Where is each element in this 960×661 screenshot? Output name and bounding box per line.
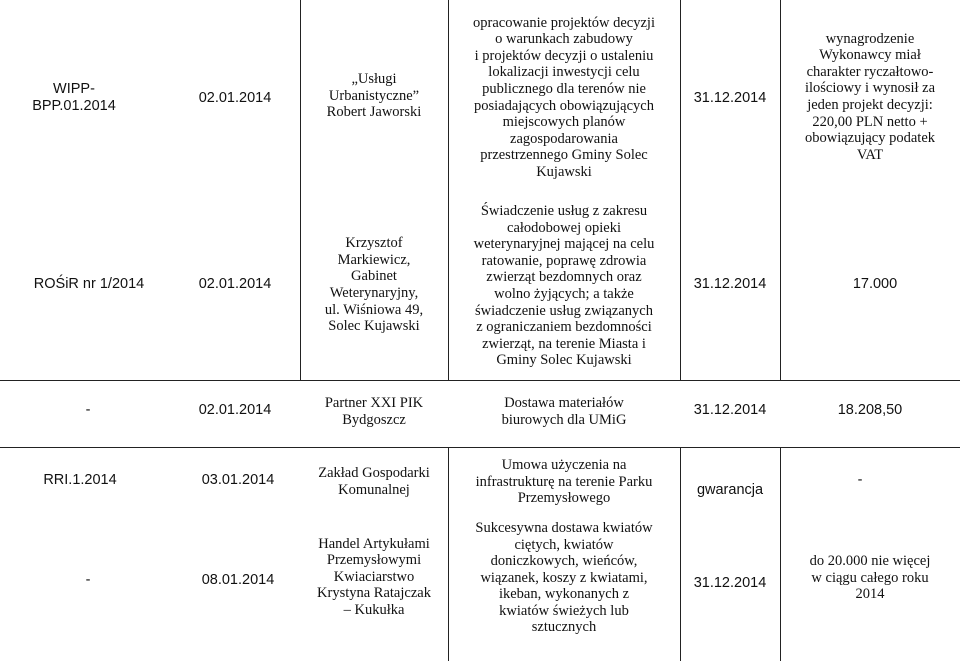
contractor [300,60,448,132]
subject-line: i projektów decyzji o ustaleniu [474,47,654,64]
subject-line: Świadczenie usług z zakresu [480,203,648,220]
subject-line: zwierząt bezdomnych oraz [486,269,642,286]
subject-line: miejscowych planów [502,114,626,131]
contract-value [780,550,960,606]
contract-date: 02.01.2014 [198,275,272,292]
subject-line: całodobowej opieki [507,219,621,236]
subject-line: wiązanek, koszy z kwiatami, [480,569,648,586]
subject-line: świadczenie usług związanych [475,302,653,319]
contract-number: ROŚiR nr 1/2014 [33,275,145,292]
contract-term: 31.12.2014 [693,89,767,106]
contract-term: 31.12.2014 [693,401,767,418]
subject-line: weterynaryjnej mającej na celu [473,236,655,253]
contractor-line: „Usługi [351,71,397,88]
contract-subject [448,512,680,644]
subject-line: sztucznych [531,619,597,636]
subject-line: biurowych dla UMiG [501,412,627,428]
subject-line: o warunkach zabudowy [495,31,633,48]
contractor-line: Markiewicz, [337,251,411,268]
subject-line: ciętych, kwiatów [514,536,614,553]
value-line: obowiązujący podatek [804,130,936,147]
subject-line: Umowa użyczenia na [501,457,627,474]
subject-line: wolno żyjących; a także [494,286,634,302]
column-divider [680,0,681,380]
contract-date: 02.01.2014 [198,89,272,106]
contract-subject [448,454,680,510]
contractor [300,532,448,622]
subject-line: zwierząt, na terenie Miasta i [482,335,646,352]
value-line: wynagrodzenie [825,30,915,47]
contractor-line: Partner XXI PIK [324,395,424,412]
value-line: Wykonawcy miał [819,47,921,64]
row-divider [0,380,960,381]
subject-line: ikeban, wykonanych z [498,586,630,603]
contractor-line: Kwiaciarstwo [333,568,415,585]
contract-subject [448,193,680,379]
subject-line: infrastrukturę na terenie Parku [475,473,653,490]
value-line: do 20.000 nie więcej [809,553,931,570]
contract-subject [448,392,680,432]
value-line: 220,00 PLN netto + [812,113,928,130]
subject-line: z ograniczaniem bezdomności [476,319,652,336]
contractor-line: Gabinet [351,268,397,285]
contract-subject [448,0,680,195]
contract-date: 02.01.2014 [198,401,272,418]
contractor-line: Zakład Gospodarki [318,465,430,482]
contract-term: 31.12.2014 [693,574,767,591]
contractor-line: Bydgoszcz [342,412,406,428]
contract-value: 17.000 [852,275,898,292]
subject-line: Sukcesywna dostawa kwiatów [475,519,653,536]
subject-line: Przemysłowego [517,490,611,507]
contract-number: WIPP-BPP.01.2014 [32,81,116,114]
value-line: w ciągu całego roku [811,569,929,586]
contract-number: RRI.1.2014 [43,471,117,488]
contractor-line: Komunalnej [338,482,410,498]
contract-date: 03.01.2014 [201,471,275,488]
subject-line: publicznego dla terenów nie [482,80,646,97]
value-line: jeden projekt decyzji: [807,97,933,113]
contractor-line: Krystyna Ratajczak [317,585,431,602]
contract-number: - [85,401,91,418]
contract-value: - [857,471,863,488]
contract-number: - [85,571,91,588]
subject-line: Dostawa materiałów [504,395,624,412]
value-line: ilościowy i wynosił za [804,80,936,97]
contractor-line: Solec Kujawski [328,318,420,335]
contractor [300,226,448,344]
contractor [300,392,448,432]
value-line: 2014 [855,586,885,603]
contractor-line: Krzysztof [345,235,403,252]
subject-line: przestrzennego Gminy Solec [480,147,648,164]
subject-line: Kujawski [536,163,592,180]
contract-value: 18.208,50 [837,401,903,418]
subject-line: kwiatów świeżych lub [499,602,629,619]
contractor-line: ul. Wiśniowa 49, [324,301,424,318]
row-divider [0,447,960,448]
subject-line: Gminy Solec Kujawski [496,352,632,369]
value-line: charakter ryczałtowo- [806,63,934,80]
subject-line: posiadających obowiązujących [474,97,654,114]
contractor-line: Robert Jaworski [326,104,422,121]
subject-line: doniczkowych, wieńców, [490,553,638,570]
subject-line: ratowanie, poprawę zdrowia [481,252,647,269]
contractor-line: Handel Artykułami [318,535,430,552]
contract-value [780,14,960,180]
contractor [300,462,448,502]
subject-line: lokalizacji inwestycji celu [488,64,640,81]
value-line: VAT [856,146,884,163]
subject-line: opracowanie projektów decyzji [473,14,655,31]
contract-term: 31.12.2014 [693,275,767,292]
contractor-line: Weterynaryjny, [329,285,419,301]
contractor-line: Urbanistyczne” [328,87,420,104]
contractor-line: Przemysłowymi [326,552,422,569]
contract-term: gwarancja [696,481,764,498]
contract-date: 08.01.2014 [201,571,275,588]
subject-line: zagospodarowania [510,130,618,147]
contractor-line: – Kukułka [343,601,405,618]
